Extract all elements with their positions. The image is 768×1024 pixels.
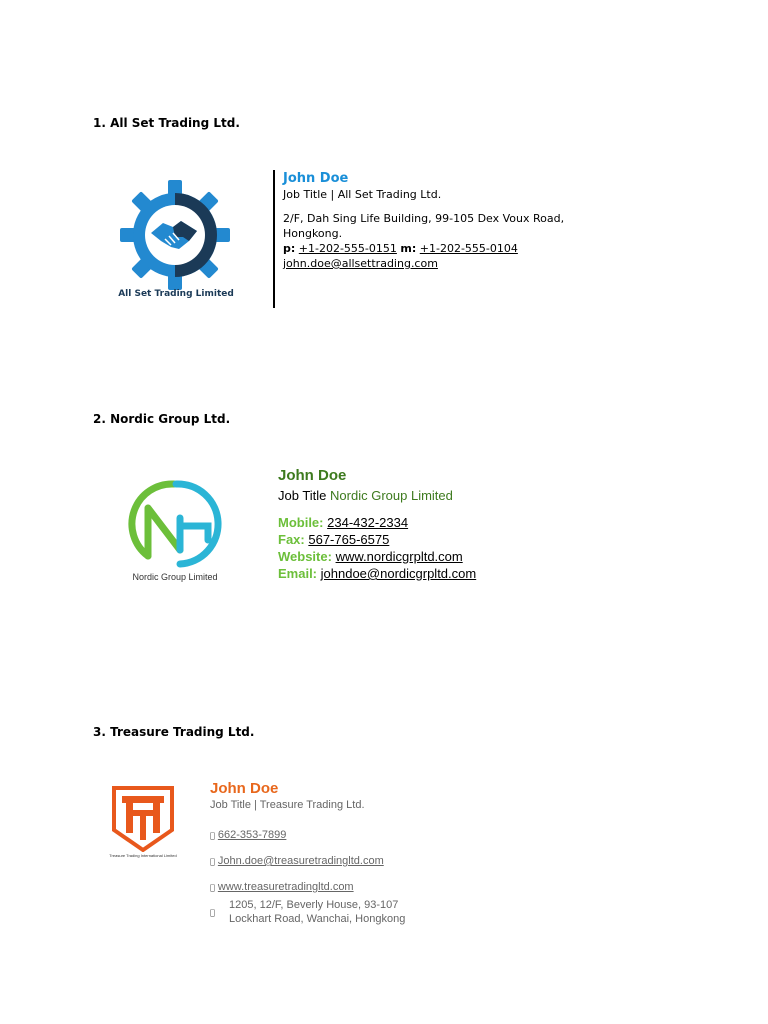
section-heading-3: 3. Treasure Trading Ltd. — [93, 725, 255, 739]
mobile-label: Mobile: — [278, 515, 324, 530]
email-link[interactable]: johndoe@nordicgrpltd.com — [320, 566, 477, 581]
logo-text: Treasure Trading International Limited — [109, 853, 177, 858]
globe-icon — [210, 883, 215, 892]
all-set-trading-logo — [112, 180, 240, 306]
address-line-2: Lockhart Road, Wanchai, Hongkong — [229, 913, 406, 925]
address-line-2: Hongkong. — [283, 227, 343, 240]
email-row — [278, 565, 476, 582]
signature-name: John Doe — [210, 780, 279, 797]
envelope-icon — [210, 857, 215, 866]
website-row — [210, 880, 354, 895]
ng-monogram-icon — [118, 478, 232, 570]
mobile-link[interactable]: 234-432-2334 — [327, 515, 409, 530]
map-pin-icon — [210, 908, 215, 917]
website-label: Website: — [278, 549, 332, 564]
phone-label: p: — [283, 242, 296, 255]
email-label: Email: — [278, 566, 318, 581]
treasure-trading-logo — [100, 786, 186, 862]
signature-name: John Doe — [283, 171, 349, 186]
title-row — [278, 487, 453, 504]
logo-text: All Set Trading Limited — [118, 289, 234, 299]
phone-row — [210, 828, 286, 843]
phone-link[interactable]: +1-202-555-0151 — [298, 242, 397, 255]
signature-title-line: Job Title | All Set Trading Ltd. — [283, 188, 442, 201]
phone-icon — [210, 831, 215, 840]
website-row — [278, 548, 463, 565]
company-name: Nordic Group Limited — [330, 488, 453, 503]
signature-name: John Doe — [278, 467, 347, 484]
address-line-1: 1205, 12/F, Beverly House, 93-107 — [229, 899, 399, 911]
fax-label: Fax: — [278, 532, 305, 547]
logo-text: Nordic Group Limited — [132, 572, 218, 582]
address-line-1: 2/F, Dah Sing Life Building, 99-105 Dex Voux Road, — [283, 212, 565, 225]
phone-link[interactable]: 662-353-7899 — [210, 829, 279, 841]
website-link[interactable]: www.nordicgrpltd.com — [335, 549, 463, 564]
job-title: Job Title — [278, 488, 327, 503]
section-heading-1: 1. All Set Trading Ltd. — [93, 116, 240, 130]
mobile-link[interactable]: +1-202-555-0104 — [419, 242, 518, 255]
signature-divider — [273, 170, 275, 308]
mobile-label: m: — [400, 242, 417, 255]
mobile-row — [278, 514, 408, 531]
website-link[interactable]: www.treasuretradingltd.com — [210, 881, 346, 893]
phone-row — [283, 241, 518, 256]
email-link[interactable]: john.doe@allsettrading.com — [283, 257, 438, 270]
email-row — [210, 854, 384, 869]
gear-handshake-icon — [112, 180, 240, 306]
tt-shield-icon — [100, 786, 186, 852]
fax-row — [278, 531, 389, 548]
email-link[interactable]: John.doe@treasuretradingltd.com — [210, 855, 376, 867]
signature-title-line: Job Title | Treasure Trading Ltd. — [210, 799, 365, 811]
section-heading-2: 2. Nordic Group Ltd. — [93, 412, 231, 426]
nordic-group-logo — [118, 478, 232, 584]
fax-link[interactable]: 567-765-6575 — [308, 532, 390, 547]
